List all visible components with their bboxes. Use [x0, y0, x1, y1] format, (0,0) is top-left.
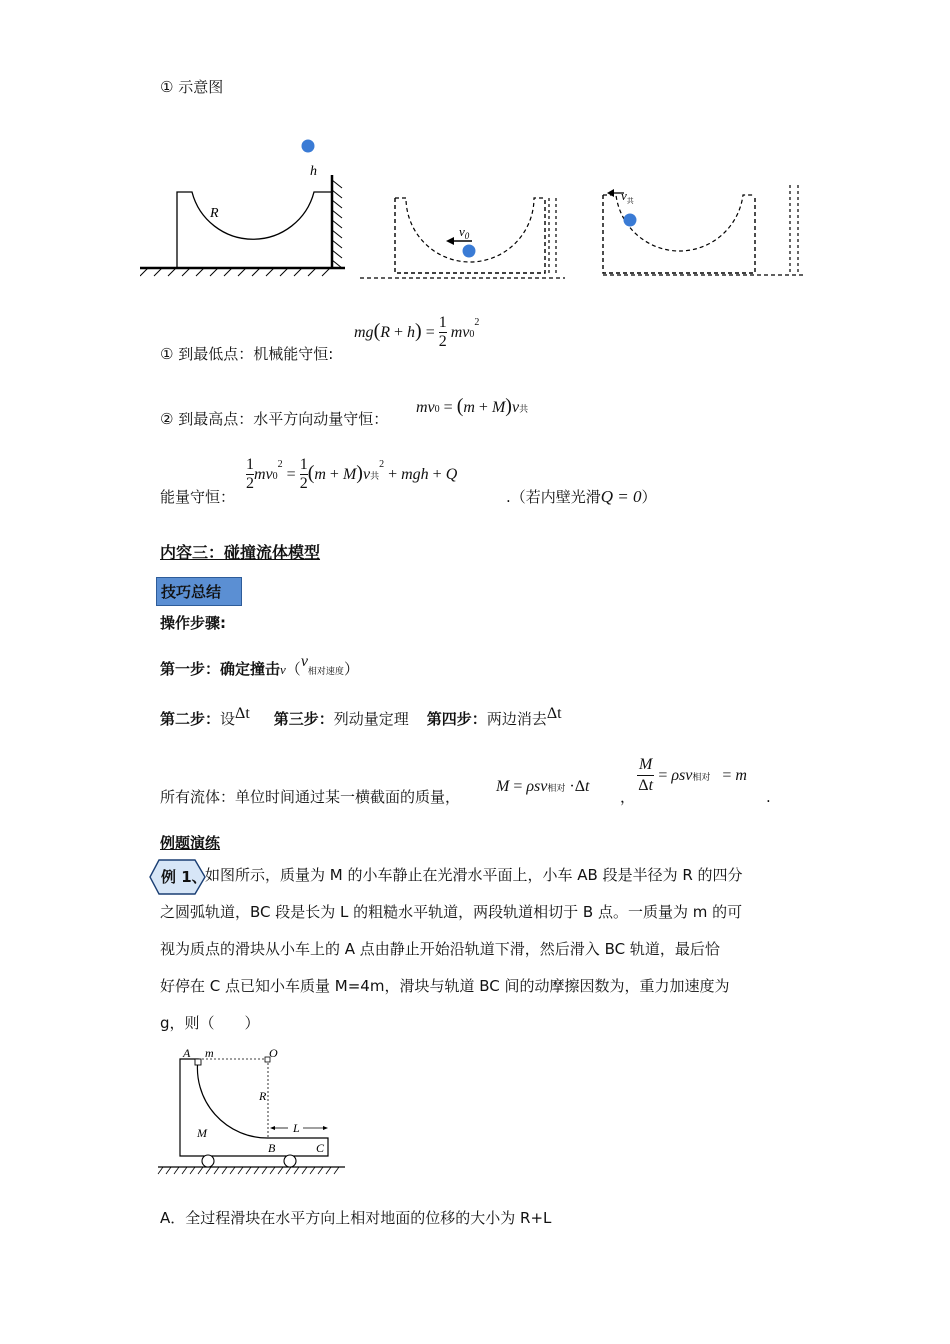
arrow-left-icon — [607, 189, 614, 197]
example-line-1: 如图所示，质量为 M 的小车静止在光滑水平面上，小车 AB 段是半径为 R 的四分 — [205, 866, 743, 884]
example-line-2: 之圆弧轨道，BC 段是长为 L 的粗糙水平轨道，两段轨道相切于 B 点。一质量为 m 的可 — [160, 903, 743, 921]
mass-m-label: m — [205, 1046, 214, 1060]
relative-velocity-v: v — [300, 653, 308, 670]
diagram-label: ① 示意图 — [160, 78, 224, 96]
step-two-label: 第二步： — [160, 710, 221, 728]
step-three-text: 列动量定理 — [333, 710, 409, 728]
slider-block — [195, 1059, 201, 1065]
example-heading: 例题演练 — [160, 834, 221, 852]
paren-open: （ — [285, 660, 301, 678]
fluid-comma: ， — [620, 788, 636, 806]
step-one-v: v — [280, 662, 286, 677]
energy-lowest-label: ① 到最低点：机械能守恒: — [160, 345, 334, 363]
section-heading: 内容三：碰撞流体模型 — [160, 543, 321, 562]
fluid-formula-rate: $\frac{M}{\Delta t}$ = ρsv相对 = m — [638, 756, 747, 794]
v0-label: v — [459, 224, 465, 239]
length-l-label: L — [293, 1121, 300, 1135]
point-b-label: B — [268, 1141, 276, 1155]
cart-diagram — [155, 1042, 350, 1182]
point-c-label: C — [316, 1141, 325, 1155]
wheel-icon — [202, 1155, 214, 1167]
bowl-diagram-highest-point — [598, 183, 813, 283]
fluid-formula-mass: M = ρsv相对 ·Δt — [496, 778, 590, 795]
v-common-subscript: 共 — [626, 197, 634, 205]
example-line-4: 好停在 C 点已知小车质量 M=4m，滑块与轨道 BC 间的动摩擦因数为，重力加速度为 — [160, 977, 730, 995]
momentum-highest-label: ② 到最高点：水平方向动量守恒： — [160, 410, 389, 428]
option-a: A．全过程滑块在水平方向上相对地面的位移的大小为 R+L — [160, 1209, 552, 1227]
steps-label: 操作步骤: — [160, 614, 226, 632]
energy-lowest-formula: mg(R + h) = $\frac{1}{2}$ $mv0^2$ — [354, 314, 480, 350]
step-four-text: 两边消去 — [486, 710, 547, 728]
example-line-5: g，则（ ） — [160, 1014, 260, 1032]
smooth-condition-text: .（若内壁光滑 — [506, 488, 601, 506]
bowl-diagram-lowest-point — [360, 188, 565, 283]
example-line-3: 视为质点的滑块从小车上的 A 点由静止开始沿轨道下滑，然后滑入 BC 轨道，最后恰 — [160, 940, 720, 958]
example-badge: 例 1、 — [161, 868, 207, 886]
step-four-label: 第四步： — [426, 710, 487, 728]
ball-icon — [624, 214, 637, 227]
height-label: h — [310, 164, 317, 179]
energy-conservation-formula: $\frac{1}{2}$ $mv0^2$ = $\frac{1}{2}$ (m + M)v共$^2$ + mgh + Q — [246, 456, 458, 492]
delta-t: Δt — [235, 705, 250, 722]
smooth-condition-formula: Q = 0 — [600, 487, 642, 506]
momentum-highest-formula: mv0 = (m + M)v共 — [416, 395, 529, 417]
radius-label: R — [210, 206, 219, 221]
v-common-label: v — [621, 188, 627, 203]
fluid-end: . — [766, 788, 771, 806]
wheel-icon — [284, 1155, 296, 1167]
steps-two-to-four — [160, 705, 562, 730]
point-a-label: A — [183, 1046, 191, 1060]
svg-text:v0 — [459, 224, 470, 241]
ball-icon — [302, 140, 315, 153]
step-one-label: 第一步：确定撞击 — [160, 660, 281, 678]
paren-close: ） — [343, 660, 359, 678]
step-two-text: 设 — [220, 710, 236, 728]
relative-velocity-sub: 相对速度 — [307, 667, 344, 677]
fluid-description: 所有流体：单位时间通过某一横截面的质量， — [160, 788, 461, 806]
step-three-label: 第三步： — [273, 710, 334, 728]
v0-subscript: 0 — [464, 231, 470, 241]
radius-r-label: R — [259, 1089, 267, 1103]
step-one — [160, 653, 359, 682]
skill-summary-badge: 技巧总结 — [156, 577, 242, 606]
energy-conservation-label: 能量守恒： — [160, 488, 236, 506]
svg-text:v共 — [621, 188, 634, 205]
bowl-diagram-initial — [140, 130, 355, 280]
ball-icon — [463, 245, 476, 258]
point-o-label: O — [269, 1046, 278, 1060]
delta-t-cancel: Δt — [546, 705, 562, 722]
smooth-condition-close: ） — [641, 488, 657, 506]
mass-M-label: M — [197, 1126, 207, 1140]
arrow-left-icon — [446, 237, 454, 245]
